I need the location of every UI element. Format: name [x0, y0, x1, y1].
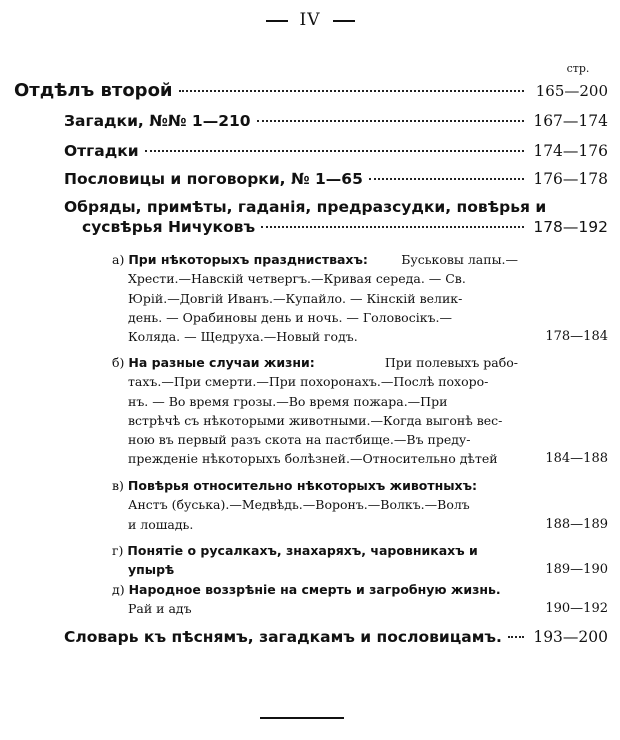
- entry-pages: 178—192: [533, 218, 608, 236]
- subentry-heading: Повѣрья относительно нѣкоторыхъ животныхъ:: [127, 478, 478, 493]
- subentry-heading: При нѣкоторыхъ праздниствахъ:: [128, 252, 368, 267]
- section-pages: 165—200: [535, 82, 608, 100]
- subentry-text: тахъ.—При смерти.—При похоронахъ.—Послѣ похоро-: [128, 374, 489, 390]
- toc-entry: [64, 142, 608, 160]
- entry-title: Пословицы и поговорки, № 1—65: [64, 170, 363, 188]
- entry-pages: 174—176: [533, 142, 608, 160]
- toc-entry: [64, 112, 608, 130]
- subentry-text: встрѣчѣ съ нѣкоторыми животными.—Когда выгонѣ вес-: [128, 412, 503, 428]
- subentry-v: [112, 476, 608, 534]
- bottom-rule: [260, 717, 344, 719]
- dot-leader: [369, 178, 524, 180]
- subentry-text: Анстъ (буська).—Медвѣдь.—Воронъ.—Волкъ.—Волъ: [128, 497, 470, 513]
- subentry-text: упырѣ: [128, 562, 175, 578]
- dot-leader: [257, 120, 524, 122]
- subentry-d: [112, 580, 608, 619]
- subentry-label: а): [112, 252, 125, 267]
- subentry-text: Буськовы лапы.—: [401, 252, 518, 267]
- entry-title-line1: Обряды, примѣты, гаданія, предразсудки, повѣрья и: [64, 198, 547, 216]
- right-dash: [333, 20, 355, 22]
- entry-title: Отгадки: [64, 142, 139, 160]
- section-heading: [14, 80, 608, 101]
- entry-pages: 167—174: [533, 112, 608, 130]
- dot-leader: [508, 636, 524, 638]
- subentry-text: Юрій.—Довгій Иванъ.—Купайло. — Кінскій велик-: [128, 290, 463, 306]
- toc-entry-customs: [64, 198, 608, 236]
- page-number: [0, 10, 620, 30]
- subentry-text: день. — Орабиновы день и ночь. — Головосікъ.—: [128, 309, 452, 325]
- subentry-pages: 188—189: [545, 517, 608, 532]
- subentry-pages: 178—184: [545, 329, 608, 344]
- subentry-text: нъ. — Во время грозы.—Во время пожара.—При: [128, 393, 448, 409]
- subentry-label: б): [112, 355, 125, 370]
- subentry-pages: 189—190: [545, 562, 608, 577]
- subentry-b: [112, 353, 608, 469]
- page-number-text: IV: [299, 10, 321, 30]
- entry-pages: 176—178: [533, 170, 608, 188]
- subentry-g: [112, 541, 608, 580]
- subentry-text: ною въ первый разъ скота на пастбище.—Въ преду-: [128, 432, 471, 448]
- toc-entry: [64, 170, 608, 188]
- subentry-heading: На разные случаи жизни:: [128, 355, 315, 370]
- entry-title: Словарь къ пѣснямъ, загадкамъ и пословицамъ.: [64, 628, 502, 646]
- subentry-label: д): [112, 582, 125, 597]
- subentry-label: г): [112, 543, 124, 558]
- toc-entry-dictionary: [64, 628, 608, 646]
- dot-leader: [145, 150, 524, 152]
- section-title: Отдѣлъ второй: [14, 80, 173, 101]
- subentry-text: и лошадь.: [128, 516, 194, 532]
- subentry-heading: Понятіе о русалкахъ, знахаряхъ, чаровникахъ и: [127, 543, 478, 558]
- dot-leader: [261, 226, 524, 228]
- pages-column-header: стр.: [566, 62, 590, 75]
- entry-title: Загадки, №№ 1—210: [64, 112, 251, 130]
- subentry-text: Рай и адъ: [128, 601, 192, 617]
- dot-leader: [179, 90, 524, 92]
- left-dash: [266, 20, 288, 22]
- entry-title-line2: сусвѣрья Ничуковъ: [82, 218, 256, 236]
- subentry-text: Хрести.—Навскій четвергъ.—Кривая середа. — Св.: [128, 271, 466, 287]
- subentry-text: При полевыхъ рабо-: [384, 355, 518, 370]
- entry-pages: 193—200: [533, 628, 608, 646]
- subentry-text: прежденіе нѣкоторыхъ болѣзней.—Относительно дѣтей: [128, 451, 498, 467]
- subentry-a: [112, 250, 608, 346]
- subentry-pages: 190—192: [545, 601, 608, 616]
- subentry-text: Коляда. — Щедруха.—Новый годъ.: [128, 329, 358, 345]
- subentry-pages: 184—188: [545, 451, 608, 466]
- subentry-label: в): [112, 478, 124, 493]
- subentry-heading: Народное воззрѣніе на смерть и загробную жизнь.: [128, 582, 501, 597]
